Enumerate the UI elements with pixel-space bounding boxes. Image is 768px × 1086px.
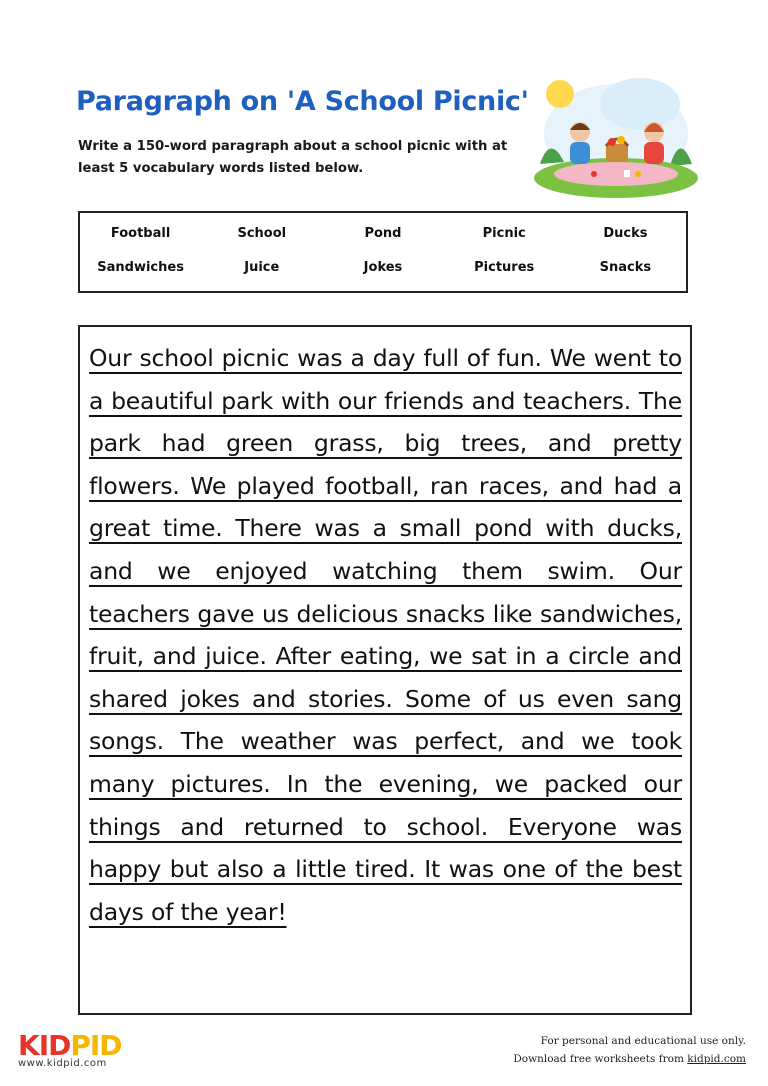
vocabulary-word: Snacks xyxy=(599,260,652,275)
vocabulary-word: Pictures xyxy=(474,260,535,275)
vocabulary-grid xyxy=(80,225,686,277)
logo-website: www.kidpid.com xyxy=(18,1058,107,1069)
vocabulary-word: Jokes xyxy=(363,260,403,275)
footer-note xyxy=(513,1032,746,1068)
vocabulary-word: School xyxy=(237,226,287,241)
vocabulary-word: Picnic xyxy=(482,226,526,241)
vocabulary-word: Juice xyxy=(244,260,280,275)
footer-download-prefix: Download free worksheets from xyxy=(513,1053,688,1065)
paragraph-text: Our school picnic was a day full of fun. We went to a beautiful park with our friends and teachers. The park had green grass, big trees, and pretty flowers. We played football, ran races, and had a great time. There was a small pond with ducks, and we enjoyed watching them swim. Our teachers gave us delicious snacks like sandwiches, fruit, and juice. After eating, we sat in a circle and shared jokes and stories. Some of us even sang songs. The weather was perfect, and we took many pictures. In the evening, we packed our things and returned to school. Everyone was happy but also a little tired. It was one of the best days of the year! xyxy=(89,344,682,926)
svg-text:KIDPID: KIDPID xyxy=(18,1030,122,1060)
kids-picnic-illustration-icon xyxy=(520,74,700,200)
footer-usage: For personal and educational use only. xyxy=(540,1035,746,1047)
vocabulary-word: Ducks xyxy=(603,226,648,241)
kidpid-logo-icon xyxy=(18,1030,130,1060)
paragraph-box xyxy=(78,325,692,1015)
vocabulary-word: Football xyxy=(110,226,171,241)
vocabulary-word: Sandwiches xyxy=(97,260,184,275)
footer-link[interactable]: kidpid.com xyxy=(687,1053,746,1065)
instructions: Write a 150-word paragraph about a school picnic with at least 5 vocabulary words listed below. xyxy=(78,139,508,176)
vocabulary-word: Pond xyxy=(364,226,402,241)
page-title: Paragraph on 'A School Picnic' xyxy=(76,86,529,117)
footer-download xyxy=(513,1050,746,1068)
vocabulary-box xyxy=(78,211,688,293)
